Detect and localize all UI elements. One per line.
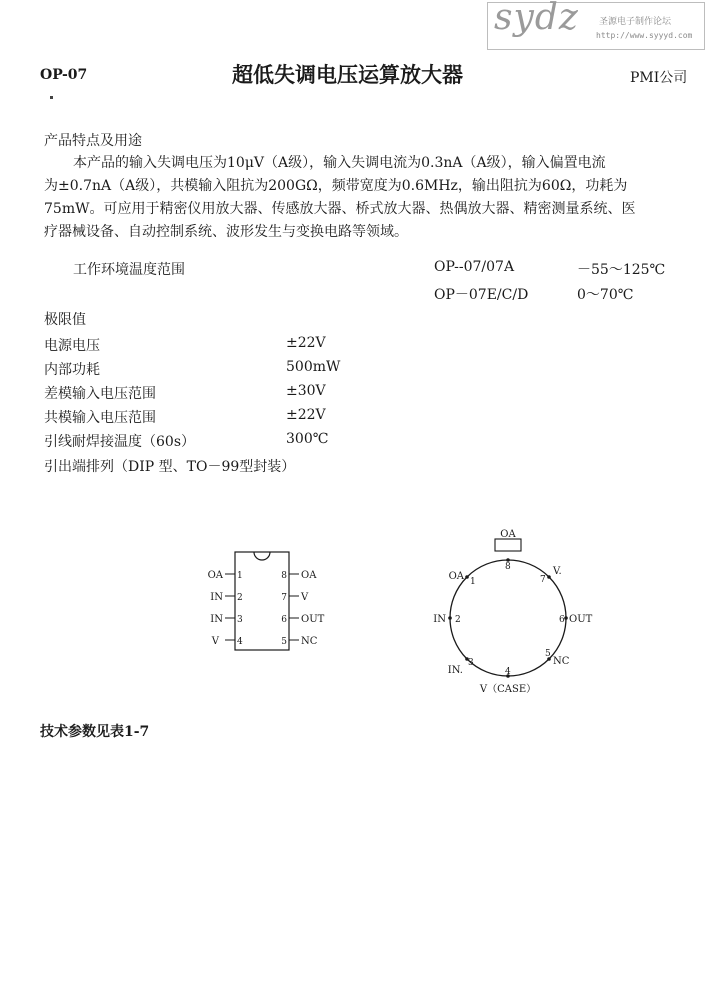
dip-pin-num-3: 3 <box>237 615 243 625</box>
dip8-notch <box>254 552 270 560</box>
dip-pin-num-5: 5 <box>281 637 287 647</box>
dip-pin-label-5: NC <box>301 636 318 647</box>
limit-value-2: 500mW <box>286 359 341 375</box>
to99-tab <box>495 539 521 551</box>
to99-pin-label-2: IN <box>433 614 446 625</box>
temp-label: 工作环境温度范围 <box>73 262 185 278</box>
features-heading: 产品特点及用途 <box>44 133 142 149</box>
temp-model-1: OP--07/07A <box>434 259 515 275</box>
dip-pin-label-1: OA <box>207 570 223 581</box>
dip-pin-label-7: V <box>301 592 309 603</box>
to99-pin-dot-7 <box>547 575 551 579</box>
to99-pin-label-1: OA <box>448 571 464 582</box>
to99-pin-label-3: IN. <box>447 665 463 676</box>
to99-pin-dot-6 <box>564 616 568 620</box>
temp-range-1: －55～125℃ <box>577 262 666 278</box>
limit-value-3: ±30V <box>286 383 326 399</box>
limit-name-2: 内部功耗 <box>44 362 100 378</box>
limits-heading: 极限值 <box>44 312 86 328</box>
limit-name-5: 引线耐焊接温度（60s） <box>44 434 195 450</box>
to99-pin-dot-2 <box>448 616 452 620</box>
to99-pin-num-4: 4 <box>505 667 511 677</box>
tech-params-note: 技术参数见表1-7 <box>40 724 150 740</box>
limit-name-3: 差模输入电压范围 <box>44 386 156 402</box>
limit-value-5: 300℃ <box>286 431 329 447</box>
to99-pin-num-1: 1 <box>470 577 476 587</box>
limit-value-1: ±22V <box>286 335 326 351</box>
dip-pin-num-7: 7 <box>281 593 287 603</box>
temp-range-2: 0～70℃ <box>577 287 634 303</box>
watermark-mark: sydz <box>494 0 579 38</box>
limit-name-4: 共模输入电压范围 <box>44 410 156 426</box>
to99-diagram <box>415 525 600 705</box>
to99-pin-dot-1 <box>465 575 469 579</box>
manufacturer: PMI公司 <box>630 70 688 86</box>
to99-pin-num-6: 6 <box>559 615 565 625</box>
to99-case-label: V（CASE） <box>479 684 537 695</box>
pinout-label: 引出端排列（DIP 型、TO－99型封装） <box>44 459 296 475</box>
dip-pin-num-6: 6 <box>281 615 287 625</box>
features-line-2: 为±0.7nA（A级），共模输入阻抗为200GΩ，频带宽度为0.6MHz，输出阻抗为60Ω，功耗为 <box>44 178 628 194</box>
watermark-logo <box>487 2 705 50</box>
to99-pin-num-2: 2 <box>455 615 461 625</box>
page-title: 超低失调电压运算放大器 <box>232 62 463 87</box>
dip-pin-num-1: 1 <box>237 571 243 581</box>
dip-pin-num-4: 4 <box>237 637 243 647</box>
features-line-3: 75mW。可应用于精密仪用放大器、传感放大器、桥式放大器、热偶放大器、精密测量系统、医 <box>44 201 636 217</box>
limit-name-1: 电源电压 <box>44 338 100 354</box>
dip-pin-label-3: IN <box>210 614 223 625</box>
dip-pin-num-2: 2 <box>237 593 243 603</box>
dip-pin-label-2: IN <box>210 592 223 603</box>
features-line-1: 本产品的输入失调电压为10μV（A级），输入失调电流为0.3nA（A级），输入偏置电流 <box>73 155 606 171</box>
dip-pin-label-4: V <box>211 636 219 647</box>
limit-value-4: ±22V <box>286 407 326 423</box>
to99-pin-label-5: NC <box>553 656 570 667</box>
dip-pin-label-8: OA <box>301 570 317 581</box>
features-line-4: 疗器械设备、自动控制系统、波形发生与变换电路等领域。 <box>44 224 408 240</box>
watermark-url: http://www.syyyd.com <box>596 31 693 40</box>
to99-pin-num-8: 8 <box>505 562 511 572</box>
to99-pin-label-7: V. <box>553 566 562 577</box>
part-number: OP-07 <box>40 67 88 83</box>
temp-model-2: OP－07E/C/D <box>434 287 529 303</box>
dip-pin-num-8: 8 <box>281 571 287 581</box>
watermark-name: 圣源电子制作论坛 <box>599 17 672 27</box>
to99-pin-label-6: OUT <box>569 614 593 625</box>
dip-pin-label-6: OUT <box>301 614 325 625</box>
dip8-diagram <box>195 540 345 660</box>
to99-top-label: OA <box>500 529 516 540</box>
to99-pin-num-5: 5 <box>545 649 551 659</box>
speck <box>50 96 53 99</box>
to99-pin-num-7: 7 <box>540 575 546 585</box>
to99-pin-num-3: 3 <box>468 658 474 668</box>
